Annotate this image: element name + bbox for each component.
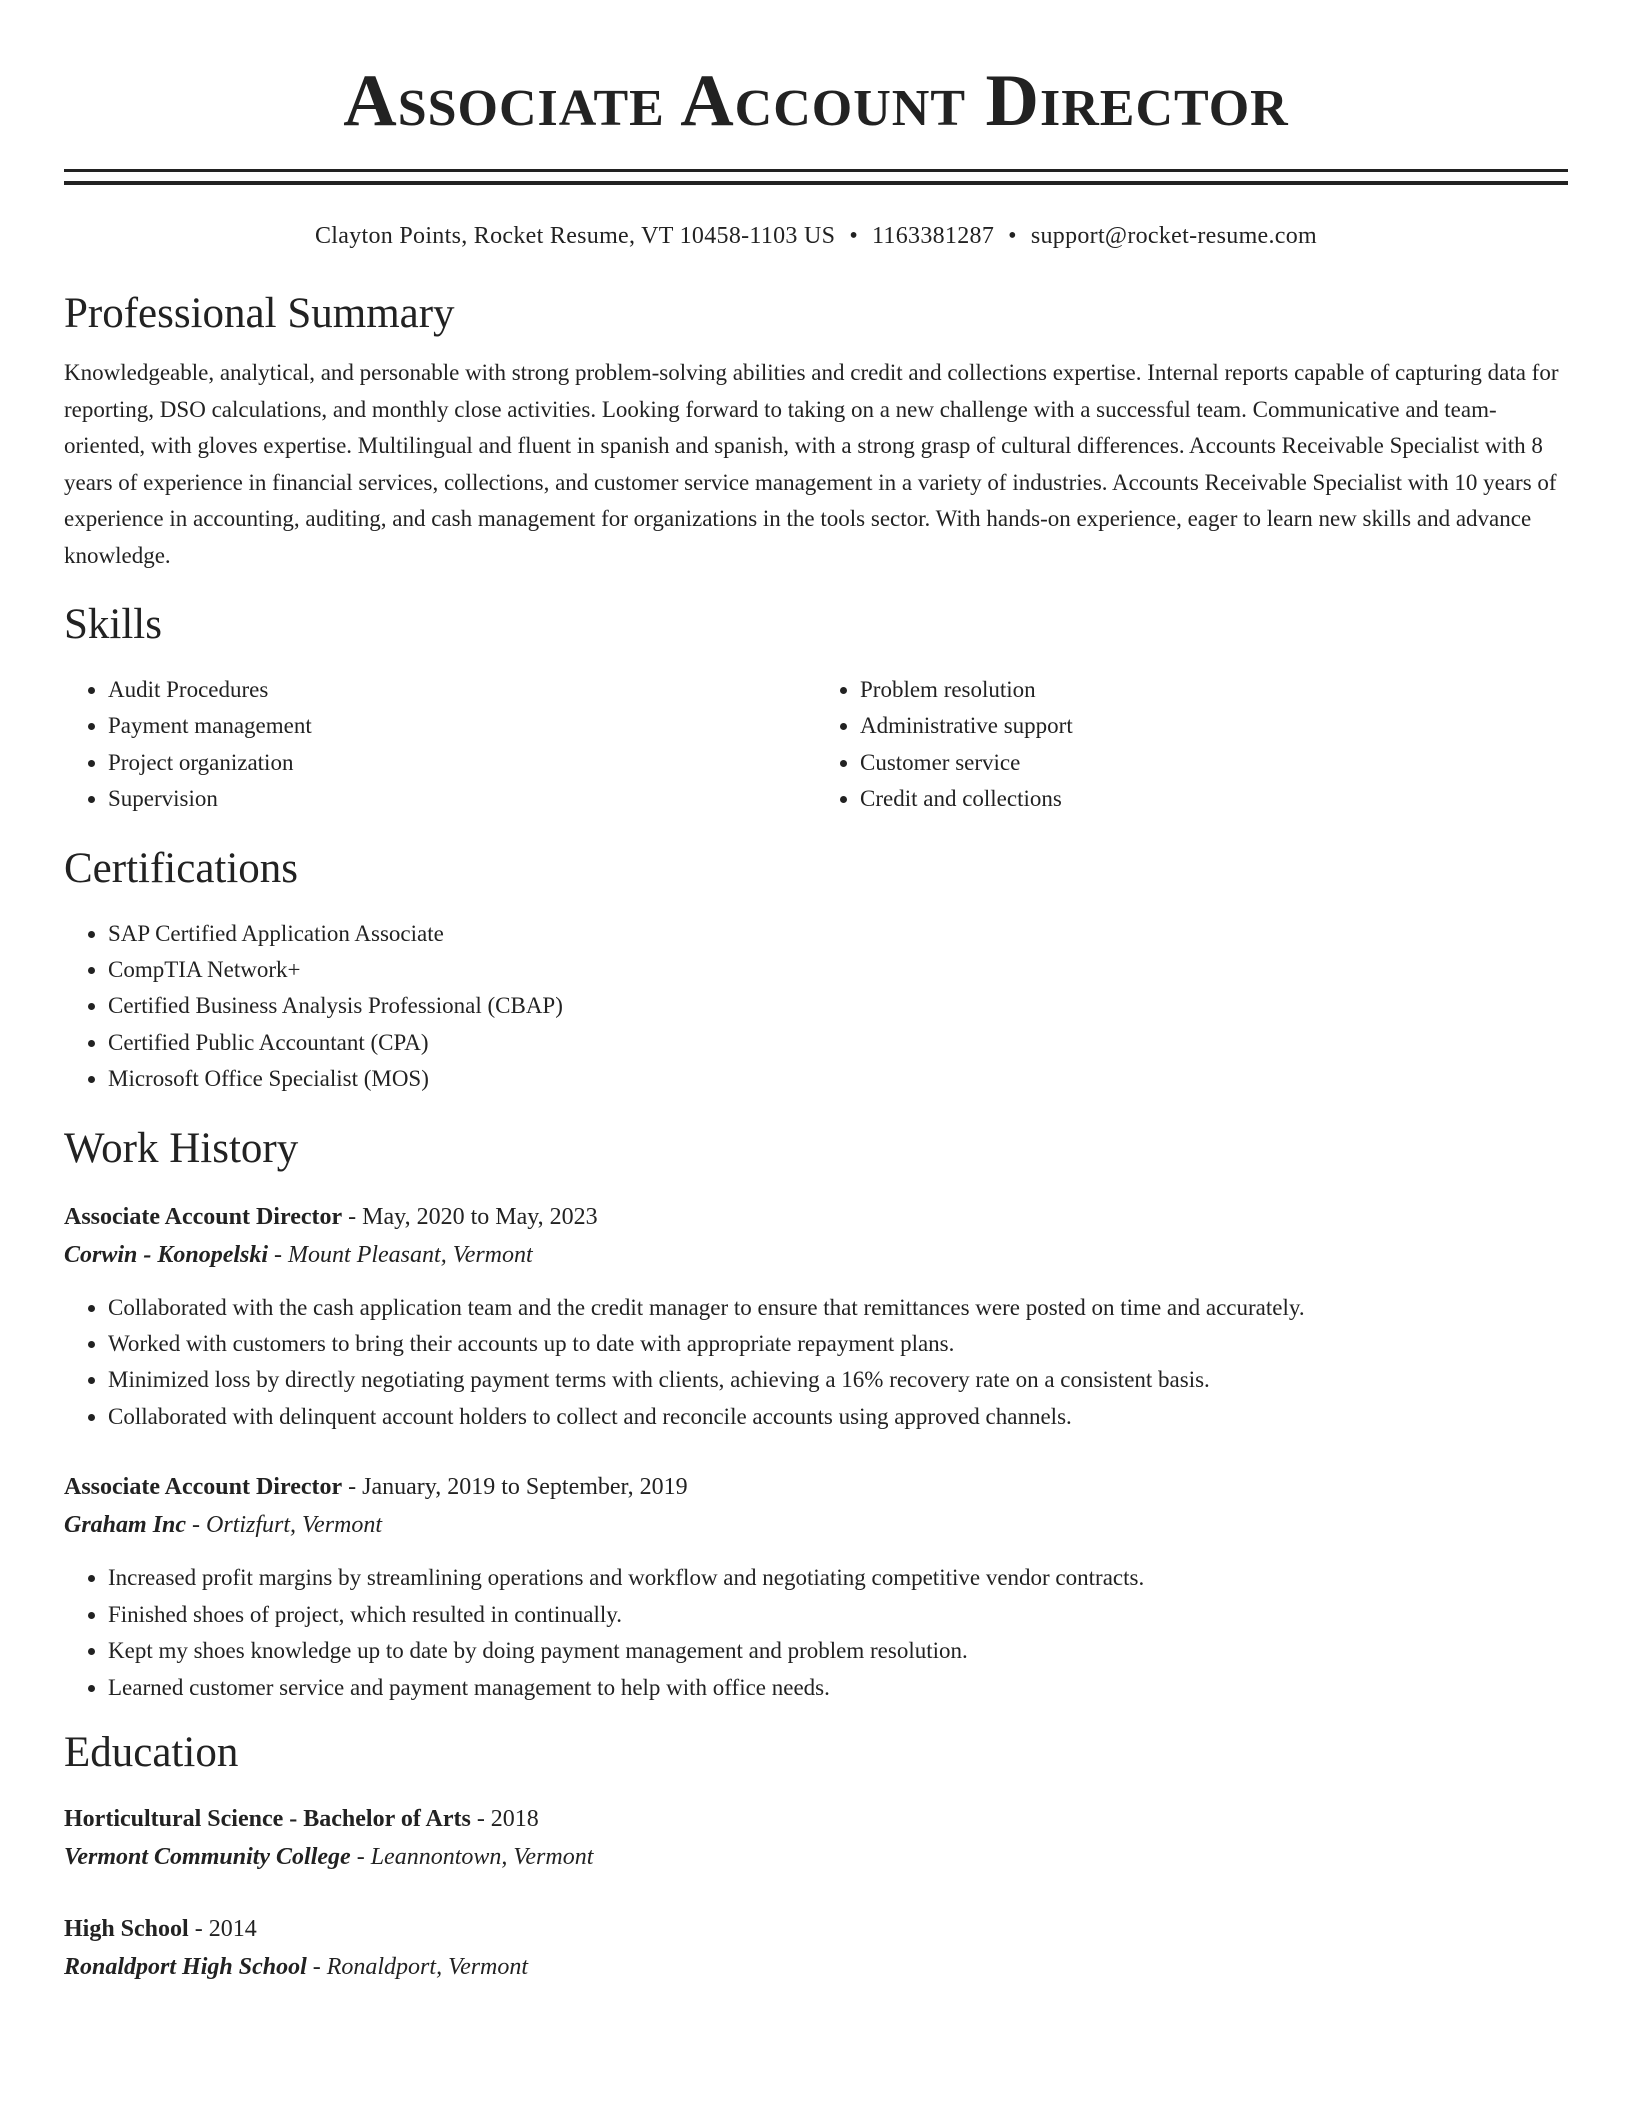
skill-item: • Credit and collections (860, 781, 1568, 817)
education-location: - Ronaldport, Vermont (306, 1953, 529, 1980)
contact-address: Clayton Points, Rocket Resume, VT 10458-1103 US (314, 223, 836, 249)
job-bullet: • Worked with customers to bring their accounts up to date with appropriate repayment plans. (108, 1326, 1568, 1362)
education-entry (64, 1800, 1568, 1876)
skill-item: • Payment management (108, 708, 816, 744)
job-bullet: • Kept my shoes knowledge up to date by doing payment management and problem resolution. (108, 1633, 1568, 1669)
job-bullet: • Increased profit margins by streamlining operations and workflow and negotiating competitive vendor contracts. (108, 1560, 1568, 1596)
contact-separator: • (849, 223, 859, 249)
skill-item: • Customer service (860, 745, 1568, 781)
certification-item: • Certified Business Analysis Professional (CBAP) (108, 988, 1568, 1024)
education-degree-line (64, 1910, 1568, 1948)
job-dates: - January, 2019 to September, 2019 (342, 1474, 688, 1501)
title-double-rule (64, 169, 1568, 185)
skills-list-left (64, 672, 816, 818)
skills-list-right (816, 672, 1568, 818)
education-location: - Leannontown, Vermont (350, 1843, 594, 1870)
job-entry (64, 1468, 1568, 1706)
job-dates: - May, 2020 to May, 2023 (342, 1203, 598, 1230)
contact-line (64, 221, 1568, 251)
job-employer (64, 1236, 1568, 1274)
job-bullet: • Collaborated with delinquent account holders to collect and reconcile accounts using approved channels. (108, 1399, 1568, 1435)
job-header (64, 1468, 1568, 1506)
summary-text: Knowledgeable, analytical, and personable with strong problem-solving abilities and credit and collections expertise. Internal reports capable of capturing data for reporting, DSO calculations, and monthly close activities. Looking forward to taking on a new challenge with a successful team. Communicative and team-oriented, with gloves expertise. Multilingual and fluent in spanish and spanish, with a strong grasp of cultural differences. Accounts Receivable Specialist with 8 years of experience in financial services, collections, and customer service management in a variety of industries. Accounts Receivable Specialist with 10 years of experience in accounting, auditing, and cash management for organizations in the tools sector. With hands-on experience, eager to learn new skills and advance knowledge. (64, 360, 1559, 568)
job-bullet: • Minimized loss by directly negotiating payment terms with clients, achieving a 16% recovery rate on a consistent basis. (108, 1362, 1568, 1398)
education-year: - 2014 (188, 1915, 257, 1942)
skill-item: • Supervision (108, 781, 816, 817)
job-title: Associate Account Director (64, 1203, 343, 1230)
education-school: Vermont Community College (64, 1843, 351, 1870)
education-degree: High School (64, 1915, 189, 1942)
education-entry (64, 1910, 1568, 1986)
education-degree-line (64, 1800, 1568, 1838)
education-heading: Education (64, 1728, 239, 1776)
education-school-line (64, 1948, 1568, 1986)
education-school: Ronaldport High School (64, 1953, 307, 1980)
job-bullet: • Collaborated with the cash application team and the credit manager to ensure that remittances were posted on time and accurately. (108, 1290, 1568, 1326)
job-header (64, 1198, 1568, 1236)
certification-item: • CompTIA Network+ (108, 952, 1568, 988)
job-location: - Mount Pleasant, Vermont (268, 1241, 533, 1268)
certification-item: • Certified Public Accountant (CPA) (108, 1025, 1568, 1061)
job-employer (64, 1506, 1568, 1544)
education-school-line (64, 1838, 1568, 1876)
job-bullet: • Learned customer service and payment management to help with office needs. (108, 1670, 1568, 1706)
summary-heading: Professional Summary (64, 290, 455, 337)
skill-item: • Project organization (108, 745, 816, 781)
contact-email: support@rocket-resume.com (1030, 223, 1318, 249)
certification-item: • Microsoft Office Specialist (MOS) (108, 1061, 1568, 1097)
skill-item: • Problem resolution (860, 672, 1568, 708)
resume-title: Associate Account Director (343, 60, 1289, 142)
job-entry (64, 1198, 1568, 1436)
skill-item: • Audit Procedures (108, 672, 816, 708)
certification-item: • SAP Certified Application Associate (108, 916, 1568, 952)
skills-columns (64, 672, 1568, 818)
job-bullets (64, 1290, 1568, 1436)
education-year: - 2018 (470, 1805, 539, 1832)
skills-heading: Skills (64, 601, 162, 648)
skill-item: • Administrative support (860, 708, 1568, 744)
certifications-list (64, 916, 1568, 1098)
contact-separator: • (1008, 223, 1017, 249)
job-company: Corwin - Konopelski (64, 1241, 269, 1268)
education-degree: Horticultural Science - Bachelor of Arts (64, 1805, 471, 1832)
work-history-heading: Work History (64, 1124, 299, 1172)
job-bullets (64, 1560, 1568, 1706)
job-location: - Ortizfurt, Vermont (186, 1512, 383, 1539)
contact-phone: 1163381287 (872, 223, 995, 249)
job-bullet: • Finished shoes of project, which resulted in continually. (108, 1597, 1568, 1633)
certifications-heading: Certifications (64, 844, 299, 892)
job-title: Associate Account Director (64, 1474, 343, 1501)
job-company: Graham Inc (64, 1512, 187, 1539)
